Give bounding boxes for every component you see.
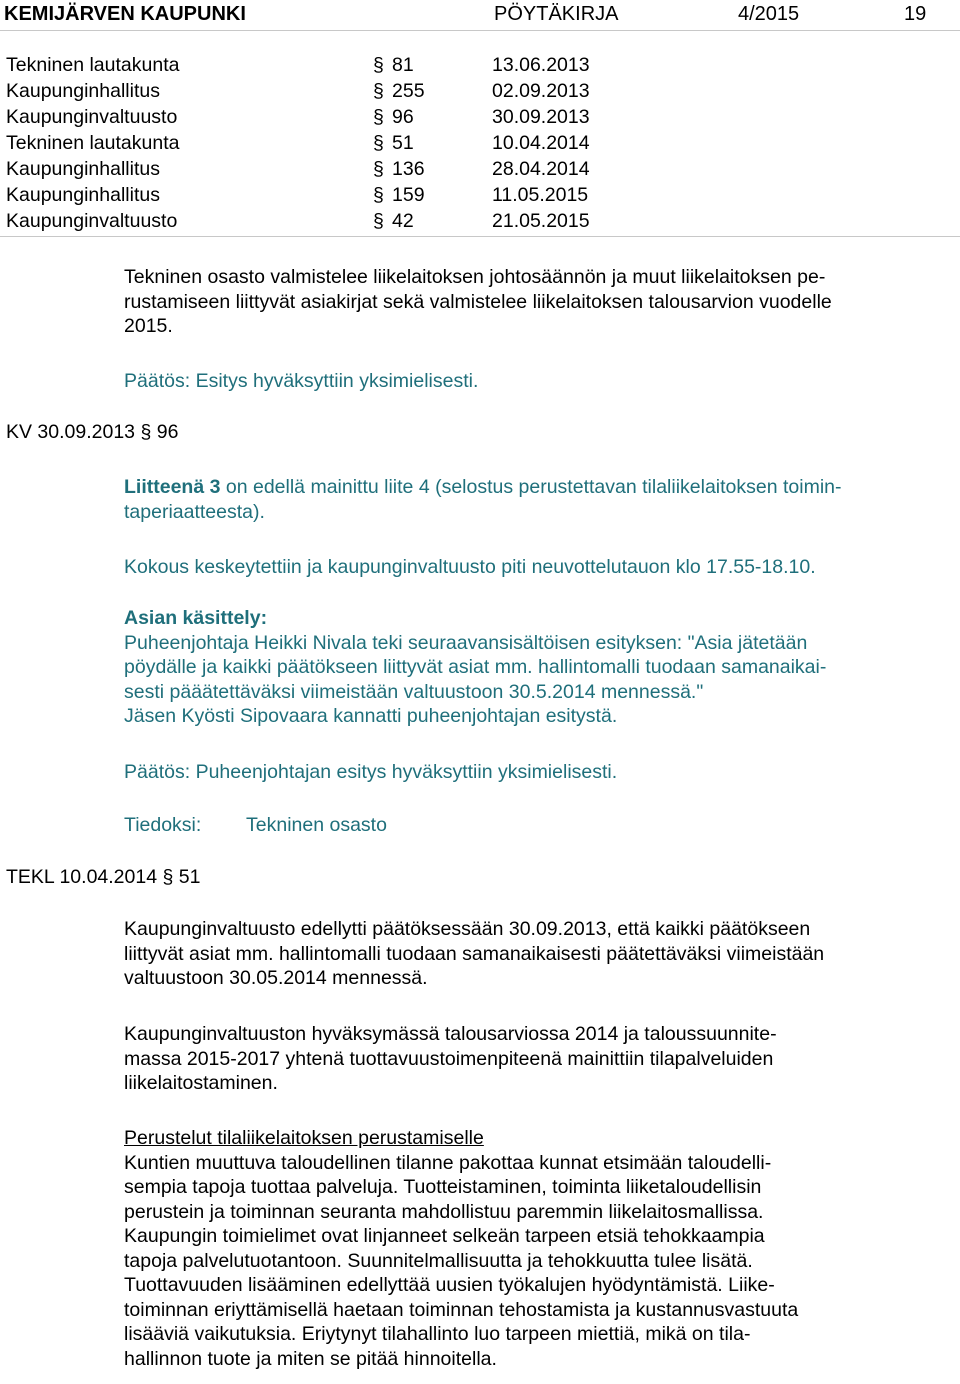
rationale-line: Tuottavuuden lisääminen edellyttää uusien työkalujen hyödyntämistä. Liike- — [124, 1274, 775, 1296]
history-number: 42 — [392, 210, 414, 232]
decision-1 — [124, 369, 924, 394]
rationale-line: tapoja palvelutuotantoon. Suunnitelmallisuutta ja tehokkuutta tulee lisätä. — [124, 1249, 753, 1272]
handling-line: sesti pääätettäväksi viimeistään valtuustoon 30.5.2014 mennessä." — [124, 680, 704, 703]
decision-label: Päätös: — [124, 370, 191, 392]
paragraph-line: valtuustoon 30.05.2014 mennessä. — [124, 967, 428, 989]
history-number: 96 — [392, 106, 414, 128]
notice-value: Tekninen osasto — [246, 814, 387, 836]
rationale-line: sempia tapoja tuottaa palveluja. Tuotteistaminen, toiminta liiketaloudellisin — [124, 1176, 762, 1198]
history-date: 21.05.2015 — [492, 210, 590, 232]
organization-name: KEMIJÄRVEN KAUPUNKI — [4, 3, 246, 25]
history-number: 51 — [392, 132, 414, 154]
rationale-line: hallinnon tuote ja miten se pitää hinnoitella. — [124, 1347, 497, 1370]
decision-label: Päätös: — [124, 761, 191, 783]
history-body: Tekninen lautakunta — [6, 54, 180, 76]
history-body: Kaupunginvaltuusto — [6, 210, 178, 232]
notice-line — [124, 813, 924, 838]
section-mark-icon: § — [373, 184, 384, 206]
history-body: Kaupunginhallitus — [6, 158, 160, 180]
intro-paragraph — [124, 265, 924, 339]
history-number: 255 — [392, 80, 425, 102]
intro-line: rustamiseen liittyvät asiakirjat sekä valmistelee liikelaitoksen talousarvion vuodelle — [124, 290, 832, 313]
paragraph-line: massa 2015-2017 yhtenä tuottavuustoimenpiteenä mainittiin tilapalveluiden — [124, 1047, 774, 1070]
section-mark-icon: § — [373, 158, 384, 180]
history-number: 159 — [392, 184, 425, 206]
history-number: 136 — [392, 158, 425, 180]
page-number: 19 — [904, 3, 927, 25]
tekl-number: 51 — [178, 866, 201, 888]
section-mark-icon: § — [373, 80, 384, 102]
rationale-section — [124, 1126, 924, 1371]
intro-line: Tekninen osasto valmistelee liikelaitoksen johtosäännön ja muut liikelaitoksen pe- — [124, 266, 826, 288]
history-divider — [0, 236, 960, 237]
tekl-body: TEKL 10.04.2014 — [6, 866, 158, 888]
history-body: Tekninen lautakunta — [6, 132, 180, 154]
document-type: PÖYTÄKIRJA — [494, 3, 619, 25]
history-date: 28.04.2014 — [492, 158, 590, 180]
handling-line: Puheenjohtaja Heikki Nivala teki seuraavansisältöisen esityksen: "Asia jätetään — [124, 631, 808, 654]
handling-section — [124, 606, 924, 729]
rationale-heading: Perustelut tilaliikelaitoksen perustamiselle — [124, 1127, 484, 1149]
attachment-label: Liitteenä 3 — [124, 476, 221, 498]
section-mark-icon: § — [373, 106, 384, 128]
decision-text: Puheenjohtajan esitys hyväksyttiin yksimielisesti. — [195, 761, 618, 783]
section-mark-icon: § — [140, 421, 152, 443]
attachment-paragraph — [124, 475, 924, 524]
rationale-line: Kaupungin toimielimet ovat linjanneet selkeän tarpeen etsiä tehokkaampia — [124, 1225, 765, 1247]
attachment-text-continued: taperiaatteesta). — [124, 500, 265, 523]
section-mark-icon: § — [373, 54, 384, 76]
header-divider — [0, 30, 960, 31]
adjournment-text: Kokous keskeytettiin ja kaupunginvaltuusto piti neuvottelutauon klo 17.55-18.10. — [124, 556, 816, 578]
history-body: Kaupunginhallitus — [6, 184, 160, 206]
budget-paragraph — [124, 1022, 924, 1096]
history-body: Kaupunginhallitus — [6, 80, 160, 102]
handling-line: pöydälle ja kaikki päätökseen liittyvät asiat mm. hallintomalli tuodaan samanaikai- — [124, 656, 827, 678]
history-date: 02.09.2013 — [492, 80, 590, 102]
history-date: 13.06.2013 — [492, 54, 590, 76]
paragraph-line: Kaupunginvaltuuston hyväksymässä talousarviossa 2014 ja taloussuunnite- — [124, 1023, 777, 1045]
paragraph-line: liittyvät asiat mm. hallintomalli tuodaan samanaikaisesti päätettäväksi viimeistään — [124, 942, 825, 965]
rationale-line: lisääviä vaikutuksia. Eriytynyt tilahallinto luo tarpeen miettiä, mikä on tila- — [124, 1323, 751, 1345]
handling-label: Asian käsittely: — [124, 607, 268, 629]
document-issue: 4/2015 — [738, 3, 800, 25]
adjournment-paragraph — [124, 555, 924, 580]
section-mark-icon: § — [373, 210, 384, 232]
notice-label: Tiedoksi: — [124, 814, 202, 836]
decision-text: Esitys hyväksyttiin yksimielisesti. — [195, 370, 479, 392]
paragraph-line: liikelaitostaminen. — [124, 1072, 278, 1094]
council-requirement-paragraph — [124, 917, 924, 991]
handling-line: Jäsen Kyösti Sipovaara kannatti puheenjohtajan esitystä. — [124, 705, 618, 727]
kv-body: KV 30.09.2013 — [6, 421, 136, 443]
rationale-line: perustein ja toiminnan seuranta mahdollistuu paremmin liikelaitosmallissa. — [124, 1200, 764, 1223]
history-date: 10.04.2014 — [492, 132, 590, 154]
paragraph-line: Kaupunginvaltuusto edellytti päätöksessään 30.09.2013, että kaikki päätökseen — [124, 918, 811, 940]
history-date: 11.05.2015 — [492, 184, 589, 206]
intro-line: 2015. — [124, 315, 173, 337]
rationale-line: toiminnan eriyttämisellä haetaan toiminnan tehostamista ja kustannusvastuuta — [124, 1298, 799, 1321]
section-mark-icon: § — [373, 132, 384, 154]
attachment-text: on edellä mainittu liite 4 (selostus perustettavan tilaliikelaitoksen toimin- — [225, 476, 842, 498]
history-body: Kaupunginvaltuusto — [6, 106, 178, 128]
tekl-reference — [6, 865, 200, 889]
history-date: 30.09.2013 — [492, 106, 590, 128]
section-mark-icon: § — [162, 866, 174, 888]
history-number: 81 — [392, 54, 414, 76]
kv-reference — [6, 420, 178, 444]
kv-number: 96 — [156, 421, 179, 443]
decision-2 — [124, 760, 924, 785]
rationale-line: Kuntien muuttuva taloudellinen tilanne pakottaa kunnat etsimään taloudelli- — [124, 1151, 772, 1174]
